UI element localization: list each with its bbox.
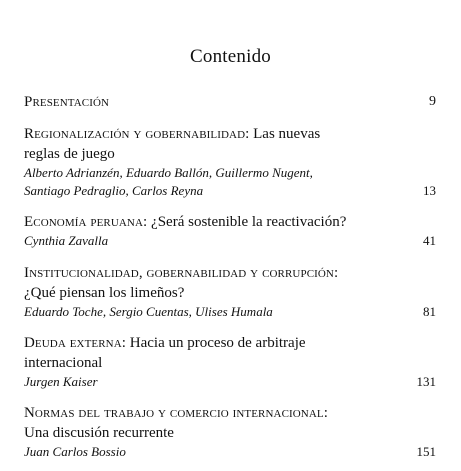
toc-entry-authors-row	[24, 443, 436, 461]
toc-entry-title-continuation: reglas de juego	[24, 146, 115, 162]
toc-entry-economia	[24, 212, 436, 250]
toc-entry-title-row	[24, 403, 436, 423]
toc-page-number: 9	[429, 94, 436, 109]
toc-entry-authors: Santiago Pedraglio, Carlos Reyna	[24, 183, 204, 198]
toc-entry-authors: Cynthia Zavalla	[24, 233, 109, 248]
toc-entry-authors: Jurgen Kaiser	[24, 374, 98, 389]
toc-entry-title-row	[24, 92, 436, 112]
page-title: Contenido	[190, 46, 271, 67]
toc-entry-subtitle: Las nuevas	[253, 126, 321, 142]
toc-entry-title-row	[24, 212, 436, 232]
toc-page-number: 13	[423, 183, 436, 198]
toc-section-heading: Deuda externa:	[24, 335, 127, 351]
toc-entry-title-row	[24, 263, 436, 283]
toc-section-heading: Normas del trabajo y comercio internacional:	[24, 405, 328, 421]
toc-entry-authors-row	[24, 182, 436, 200]
toc-entry-deuda-externa	[24, 333, 436, 391]
toc-page-number: 41	[423, 233, 436, 248]
toc-entry-subtitle: ¿Será sostenible la reactivación?	[151, 214, 347, 230]
toc-entry-authors: Juan Carlos Bossio	[24, 444, 126, 459]
toc-entry-normas-trabajo	[24, 403, 436, 461]
toc-entry-regionalizacion	[24, 124, 436, 200]
toc-entry-authors: Alberto Adrianzén, Eduardo Ballón, Guillermo Nugent,	[24, 165, 313, 180]
toc-entry-authors-row	[24, 232, 436, 250]
toc-section-heading: Institucionalidad, gobernabilidad y corrupción:	[24, 265, 339, 281]
toc-section-heading: Economía peruana:	[24, 214, 148, 230]
toc-entry-authors-row	[24, 303, 436, 321]
toc-entry-title-row	[24, 333, 436, 353]
toc-entry-institucionalidad	[24, 263, 436, 321]
toc-entry-subtitle: Hacia un proceso de arbitraje	[129, 335, 306, 351]
toc-page-number: 81	[423, 304, 436, 319]
toc-page-number: 151	[416, 444, 436, 459]
toc-page-number: 131	[416, 374, 436, 389]
toc-entry-presentacion	[24, 92, 436, 112]
toc-section-heading: Regionalización y gobernabilidad:	[24, 126, 250, 142]
toc-entry-title-continuation: ¿Qué piensan los limeños?	[24, 285, 185, 301]
toc-entry-authors-row	[24, 373, 436, 391]
toc-section-heading: Presentación	[24, 94, 110, 110]
toc-entry-title-continuation: Una discusión recurrente	[24, 425, 174, 441]
toc-entry-title-row	[24, 124, 436, 144]
toc-entry-authors: Eduardo Toche, Sergio Cuentas, Ulises Humala	[24, 304, 273, 319]
toc-entry-title-continuation: internacional	[24, 355, 103, 371]
